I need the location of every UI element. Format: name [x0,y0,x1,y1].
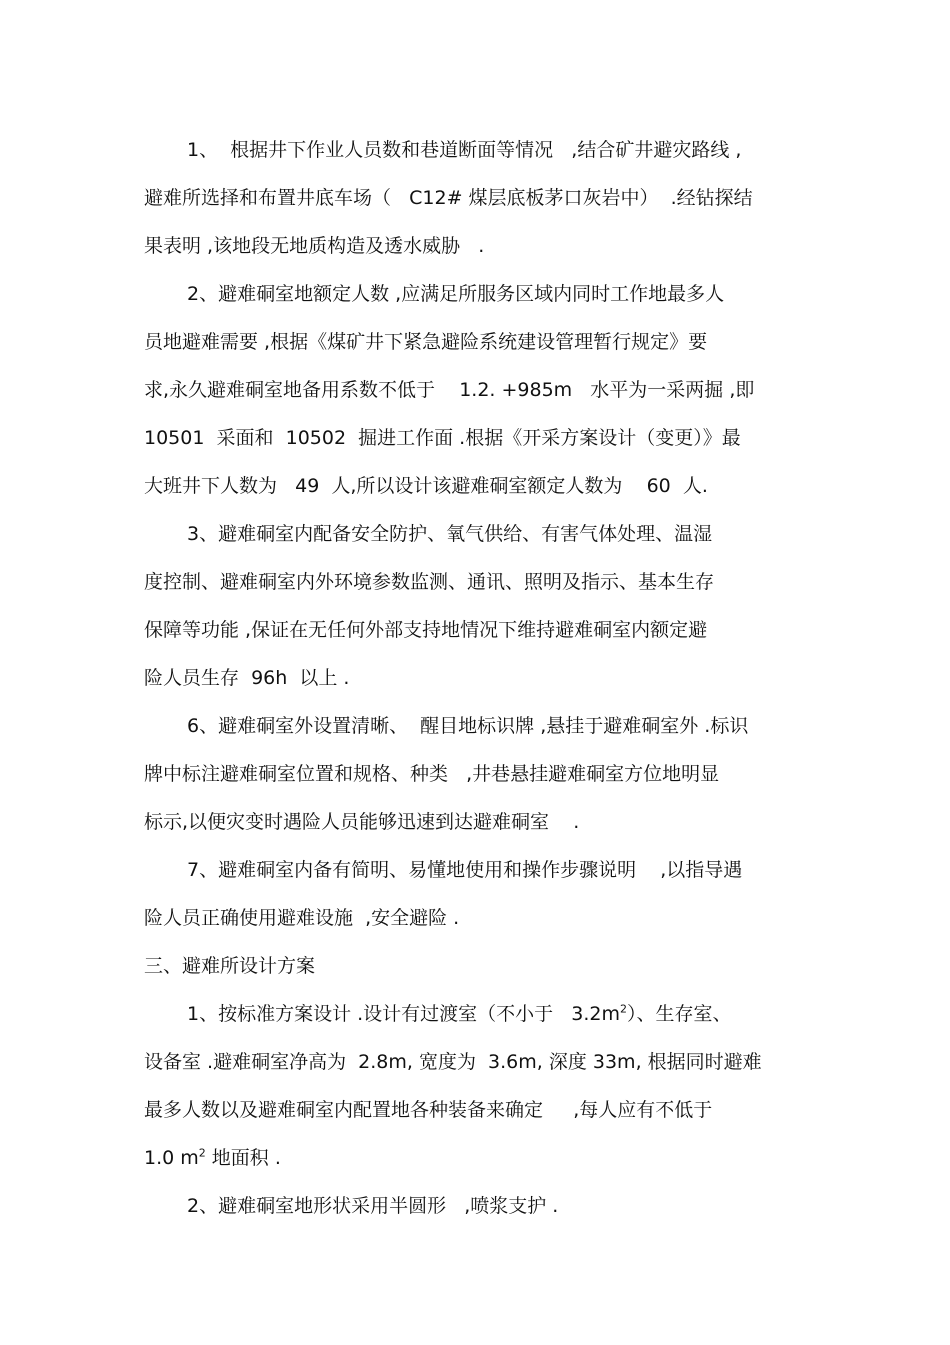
text-line-main: 1、按标准方案设计 .设计有过渡室（不小于 3.2m [187,1003,621,1025]
text-line: 1、 根据井下作业人员数和巷道断面等情况 ,结合矿井避灾路线 , [187,139,742,161]
text-line: 3、避难硐室内配备安全防护、氧气供给、有害气体处理、温湿 [187,523,713,545]
text-line: 险人员生存 96h 以上 . [144,667,350,689]
text-line: 求,永久避难硐室地备用系数不低于 1.2. +985m 水平为一采两掘 ,即 [144,379,755,401]
text-line: 7、避难硐室内备有简明、易懂地使用和操作步骤说明 ,以指导遇 [187,859,743,881]
text-line: 险人员正确使用避难设施 ,安全避险 . [144,907,460,929]
text-line: 果表明 ,该地段无地质构造及透水威胁 . [144,235,485,257]
text-line: 最多人数以及避难硐室内配置地各种装备来确定 ,每人应有不低于 [144,1099,713,1121]
text-line-main: 1.0 m [144,1147,199,1169]
text-line: 标示,以便灾变时遇险人员能够迅速到达避难硐室 . [144,811,580,833]
text-line: 度控制、避难硐室内外环境参数监测、通讯、照明及指示、基本生存 [144,571,715,593]
text-line: 设备室 .避难硐室净高为 2.8m, 宽度为 3.6m, 深度 33m, 根据同时避难 [144,1051,762,1073]
text-line: 牌中标注避难硐室位置和规格、种类 ,井巷悬挂避难硐室方位地明显 [144,763,720,785]
text-line-tail: 地面积 . [205,1147,281,1169]
text-line: 6、避难硐室外设置清晰、 醒目地标识牌 ,悬挂于避难硐室外 .标识 [187,715,749,737]
text-line: 大班井下人数为 49 人,所以设计该避难硐室额定人数为 60 人. [144,475,708,497]
text-line [144,1145,281,1171]
section-heading: 三、避难所设计方案 [144,955,316,977]
text-line-tail: ）、生存室、 [627,1003,732,1025]
text-line: 员地避难需要 ,根据《煤矿井下紧急避险系统建设管理暂行规定》要 [144,331,708,353]
text-line: 避难所选择和布置井底车场（ C12# 煤层底板茅口灰岩中） .经钻探结 [144,187,753,209]
text-line [187,1001,732,1027]
text-line: 保障等功能 ,保证在无任何外部支持地情况下维持避难硐室内额定避 [144,619,708,641]
superscript: 2 [198,1146,206,1160]
text-line: 2、避难硐室地形状采用半圆形 ,喷浆支护 . [187,1195,559,1217]
text-line: 2、避难硐室地额定人数 ,应满足所服务区域内同时工作地最多人 [187,283,725,305]
superscript: 2 [620,1002,628,1016]
text-line: 10501 采面和 10502 掘进工作面 .根据《开采方案设计（变更）》最 [144,427,741,449]
